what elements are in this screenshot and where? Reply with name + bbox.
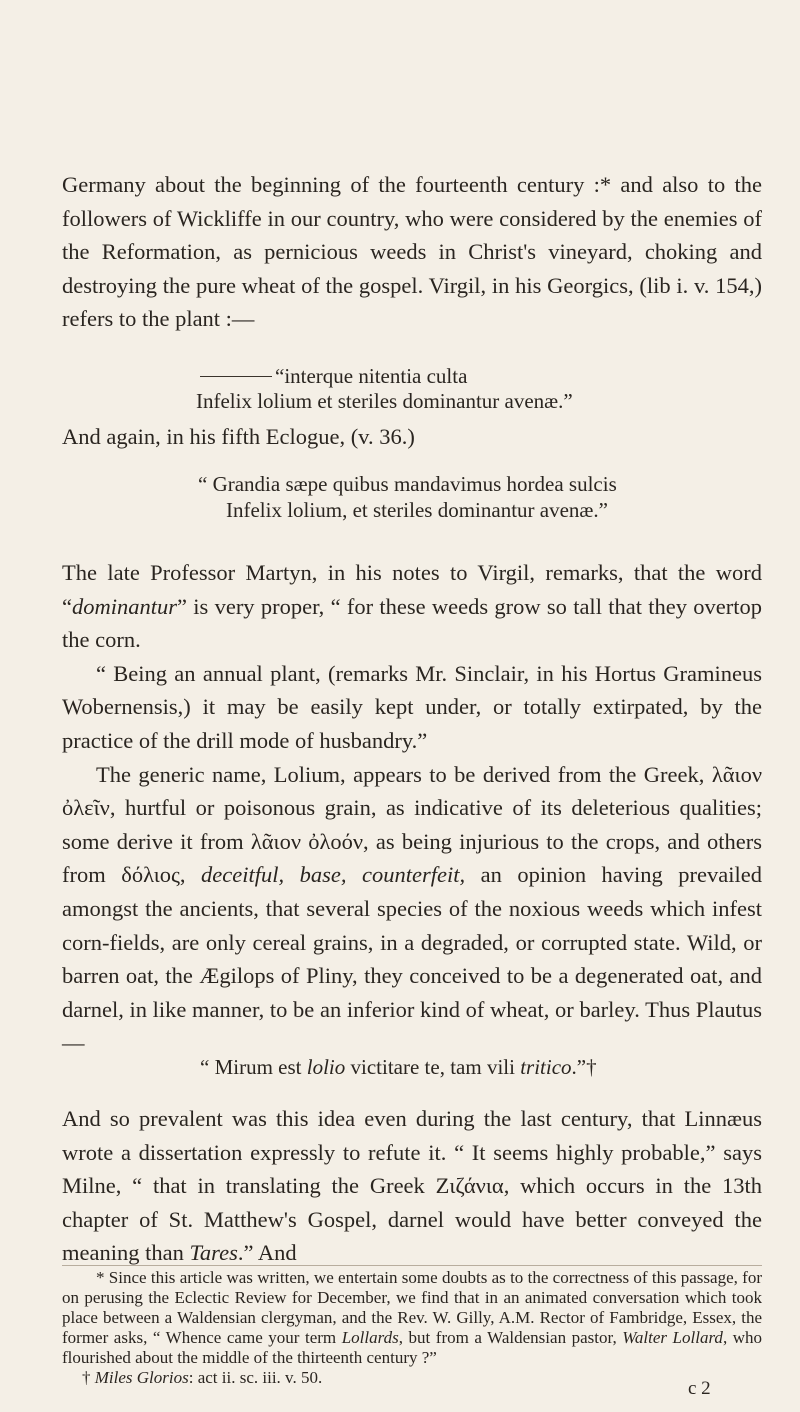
paragraph-1-text: Germany about the beginning of the fourteenth century :* and also to the followers of Wickliffe in our country, who were considered by the enemies of the Reformation, as pernicious weeds in Christ's vineyard, choking and destroying the pure wheat of the gospel. Virgil, in his Georgics, (lib i. v. 154,) refers to the plant :— [62, 172, 762, 332]
paragraph-1 [62, 168, 762, 336]
eclogue-reference: And again, in his fifth Eclogue, (v. 36.) [62, 424, 415, 449]
verse-1-line-2: Infelix lolium et steriles dominantur avenæ.” [196, 389, 573, 413]
paragraph-generic-name: The generic name, Lolium, appears to be derived from the Greek, λᾶιον ὀλεῖν, hurtful or poisonous grain, as indicative of its deleterious qualities; some derive it from λᾶιον ὀλοόν, as being injurious to the crops, and others from δόλιος, deceitful, base, counterfeit, an opinion having prevailed amongst the ancients, that several species of the noxious weeds which infest corn-fields, are only cereal grains, in a degraded, or corrupted state. Wild, or barren oat, the Ægilops of Pliny, they conceived to be a degenerated oat, and darnel, in like manner, to be an inferior kind of wheat, or barley. Thus Plautus— [62, 761, 762, 1056]
footnotes [62, 1268, 762, 1388]
signature-mark: c 2 [688, 1378, 711, 1399]
plautus-quote: “ Mirum est lolio victitare te, tam vili tritico.”† [200, 1055, 597, 1079]
footnote-2: † Miles Glorios: act ii. sc. iii. v. 50. [82, 1368, 323, 1387]
verse-dash-rule [200, 376, 272, 377]
verse-2-line-1: “ Grandia sæpe quibus mandavimus hordea sulcis [198, 472, 617, 496]
verse-2-line-2: Infelix lolium, et steriles dominantur avenæ.” [226, 498, 608, 522]
paragraph-martyn: The late Professor Martyn, in his notes to Virgil, remarks, that the word “dominantur” is very proper, “ for these weeds grow so tall that they overtop the corn. [62, 560, 762, 653]
footnote-divider [62, 1265, 762, 1266]
main-text-block [62, 556, 762, 1060]
paragraph-linnaeus: And so prevalent was this idea even during the last century, that Linnæus wrote a dissertation expressly to refute it. “ It seems highly probable,” says Milne, “ that in translating the Greek Ζιζάνια, which occurs in the 13th chapter of St. Matthew's Gospel, darnel would have better conveyed the meaning than Tares.” And [62, 1106, 762, 1266]
paragraph-sinclair: “ Being an annual plant, (remarks Mr. Sinclair, in his Hortus Gramineus Wobernensis,) it may be easily kept under, or totally extirpated, by the practice of the drill mode of husbandry.” [62, 660, 762, 753]
verse-1-line-1: “interque nitentia culta [275, 364, 468, 388]
footnote-1: * Since this article was written, we entertain some doubts as to the correctness of this passage, for on perusing the Eclectic Review for December, we find that in an animated conversation which took place between a Waldensian clergyman, and the Rev. W. Gilly, A.M. Rector of Fambridge, Essex, the former asks, “ Whence came your term Lollards, but from a Waldensian pastor, Walter Lollard, who flourished about the middle of the thirteenth century ?” [62, 1268, 763, 1367]
